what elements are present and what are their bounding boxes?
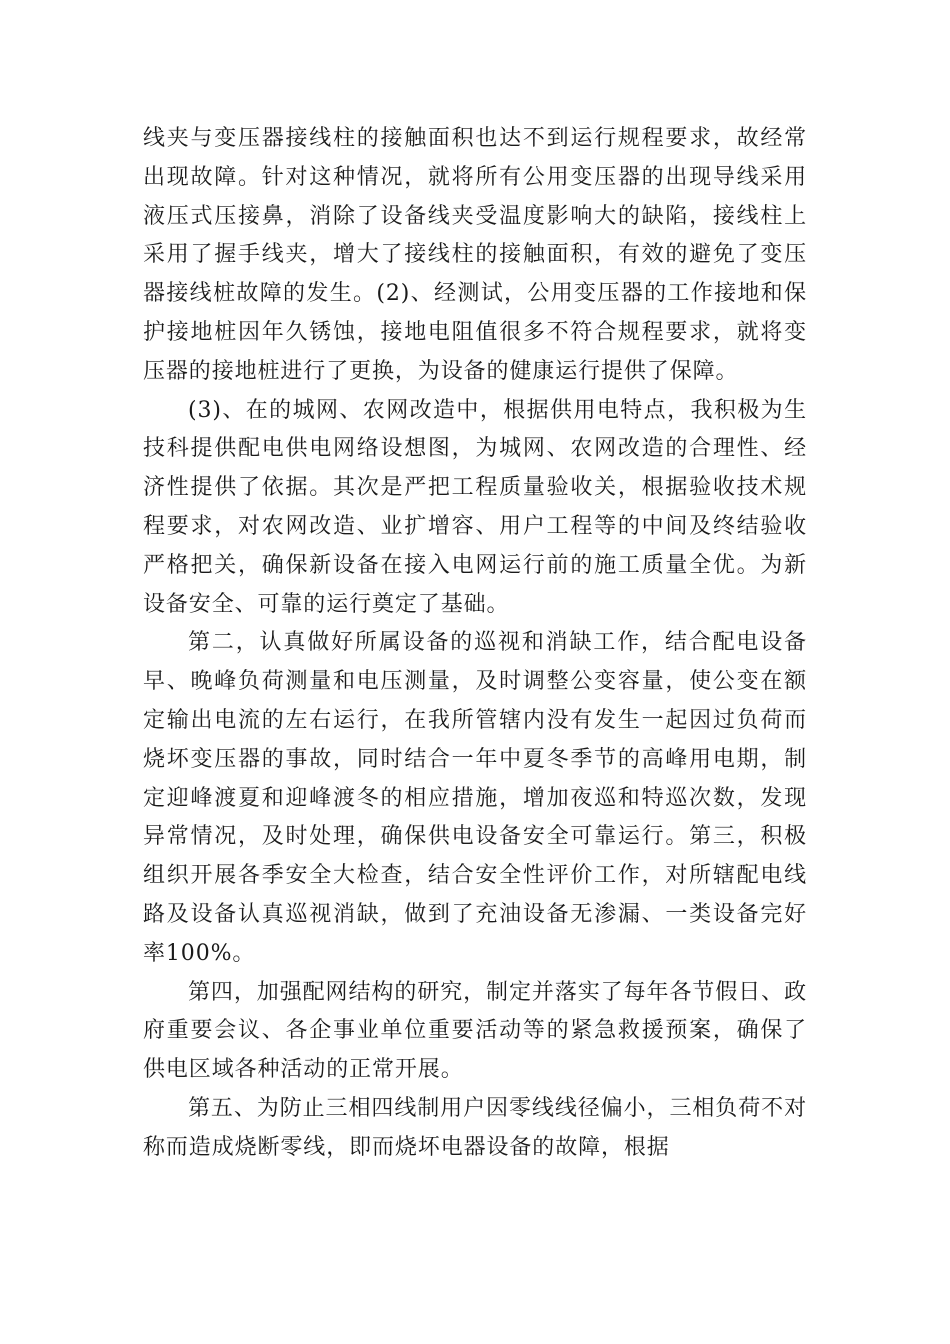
paragraph-fourth: 第四，加强配网结构的研究，制定并落实了每年各节假日、政府重要会议、各企事业单位重要活动等的紧急救援预案，确保了供电区域各种活动的正常开展。 [143, 979, 807, 1083]
paragraph-item-3: (3)、在的城网、农网改造中，根据供用电特点，我积极为生技科提供配电供电网络设想图，为城网、农网改造的合理性、经济性提供了依据。其次是严把工程质量验收关，根据验收技术规程要求，对农网改造、业扩增容、用户工程等的中间及终结验收严格把关，确保新设备在接入电网运行前的施工质量全优。为新设备安全、可靠的运行奠定了基础。 [143, 397, 807, 617]
paragraph-second: 第二，认真做好所属设备的巡视和消缺工作，结合配电设备早、晚峰负荷测量和电压测量，及时调整公变容量，使公变在额定输出电流的左右运行，在我所管辖内没有发生一起因过负荷而烧坏变压器的事故，同时结合一年中夏冬季节的高峰用电期，制定迎峰渡夏和迎峰渡冬的相应措施，增加夜巡和特巡次数，发现异常情况，及时处理，确保供电设备安全可靠运行。第三，积极组织开展各季安全大检查，结合安全性评价工作，对所辖配电线路及设备认真巡视消缺，做到了充油设备无渗漏、一类设备完好率100%。 [143, 630, 807, 966]
document-page [143, 120, 807, 1168]
paragraph-continuation: 线夹与变压器接线柱的接触面积也达不到运行规程要求，故经常出现故障。针对这种情况，就将所有公用变压器的出现导线采用液压式压接鼻，消除了设备线夹受温度影响大的缺陷，接线柱上采用了握手线夹，增大了接线柱的接触面积，有效的避免了变压器接线桩故障的发生。(2)、经测试，公用变压器的工作接地和保护接地桩因年久锈蚀，接地电阻值很多不符合规程要求，就将变压器的接地桩进行了更换，为设备的健康运行提供了保障。 [143, 126, 807, 384]
paragraph-fifth: 第五、为防止三相四线制用户因零线线径偏小，三相负荷不对称而造成烧断零线，即而烧坏电器设备的故障，根据 [143, 1095, 807, 1160]
